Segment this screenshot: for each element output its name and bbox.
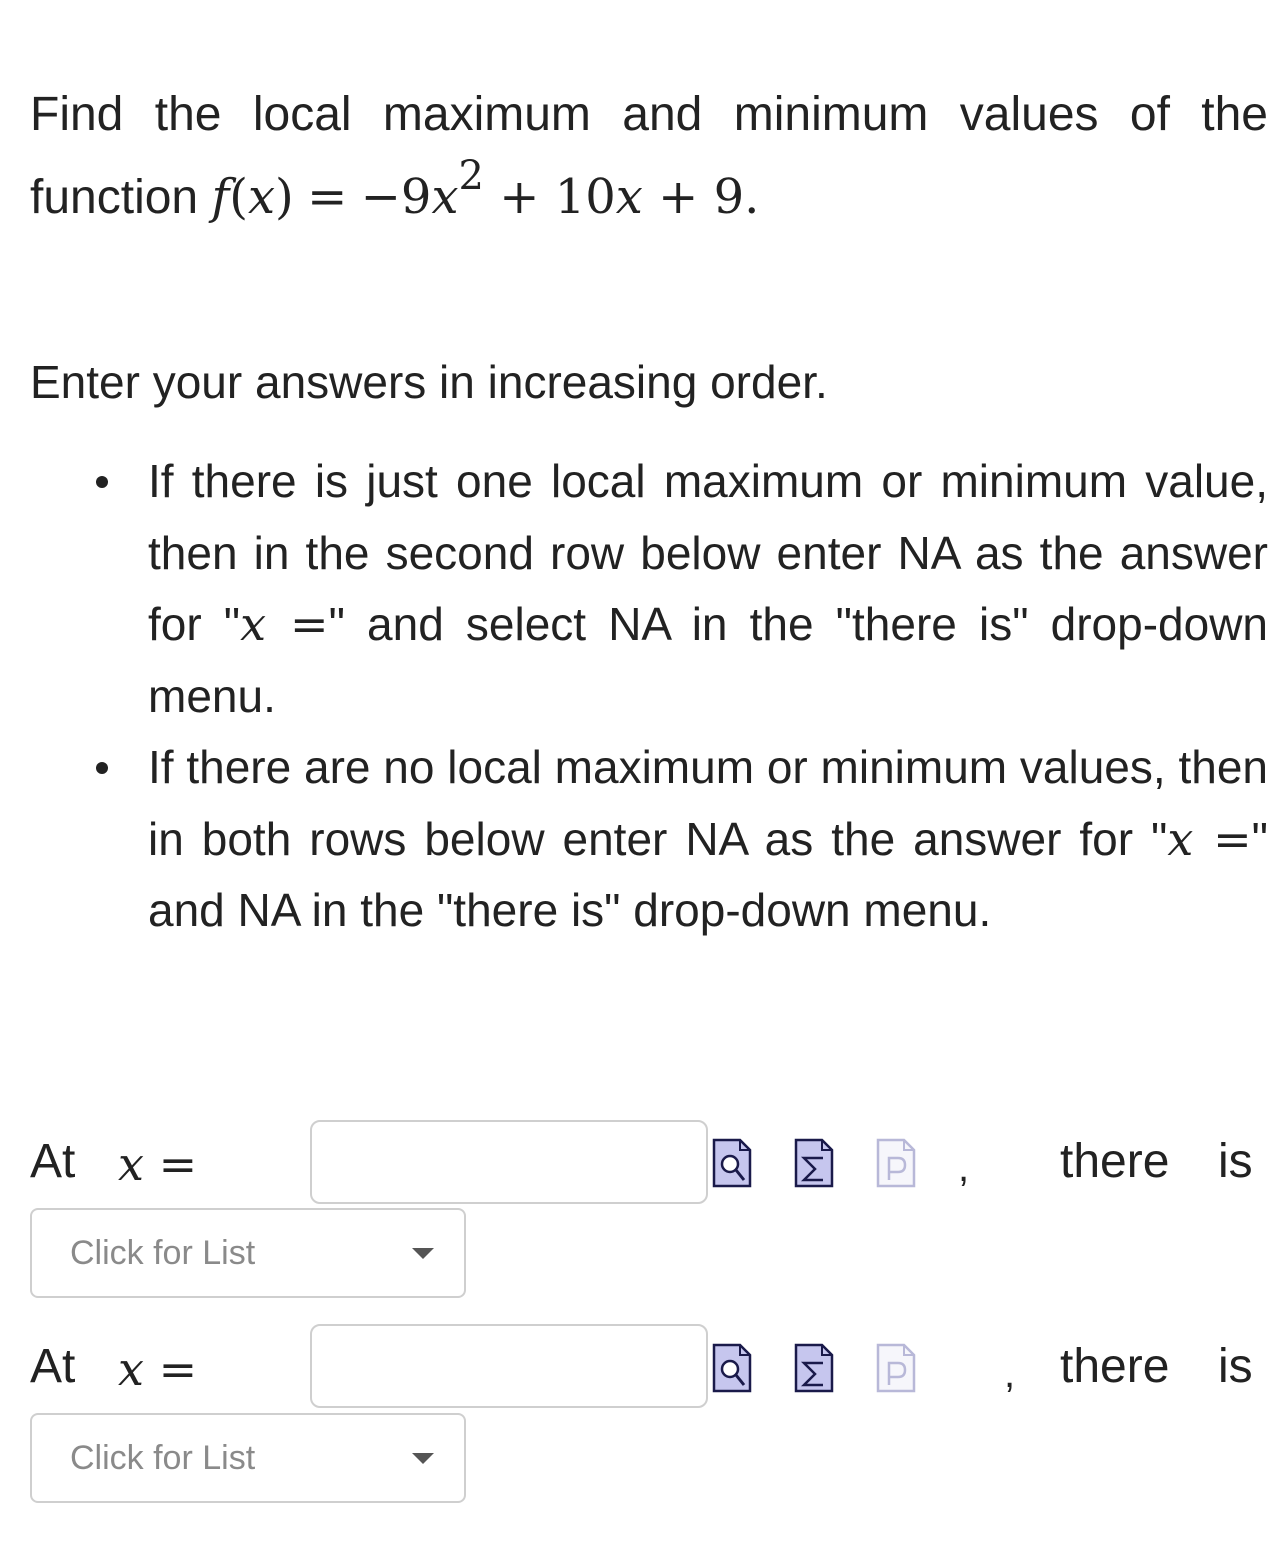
row1-equals: = — [158, 1137, 198, 1191]
expr-coefficient: −9 — [360, 169, 432, 225]
preview-icon[interactable] — [712, 1343, 752, 1393]
instructions-text: Enter your answers in increasing order. — [30, 356, 828, 408]
bullet-two-math-var: x — [1167, 811, 1194, 866]
problem-statement — [30, 74, 1268, 241]
bullet-one-math-eq: = — [266, 597, 329, 651]
row2-is: is — [1218, 1340, 1253, 1393]
preview-icon[interactable] — [712, 1138, 752, 1188]
function-variable: x — [247, 169, 276, 225]
row1-dropdown-label: Click for List — [70, 1234, 256, 1272]
instruction-bullet-one — [148, 446, 1268, 732]
bullet-one-math-var: x — [240, 597, 267, 651]
row2-there-is-dropdown[interactable] — [30, 1413, 466, 1503]
row2-var: x — [118, 1342, 144, 1396]
instruction-list — [148, 446, 1268, 947]
instruction-bullet-two — [148, 732, 1268, 947]
row1-answer-input[interactable] — [310, 1120, 708, 1204]
expr-plus-ten: + 10 — [483, 169, 616, 225]
equation-editor-icon[interactable] — [794, 1138, 834, 1188]
expr-plus-nine: + 9. — [642, 169, 760, 225]
row1-there-is-dropdown[interactable] — [30, 1208, 466, 1298]
bullet-one-text-end: " and select NA in the "there is" drop-down menu. — [148, 598, 1269, 722]
row1-x-equals — [118, 1137, 197, 1191]
bullet-two-text-end: " and NA in the "there is" drop-down menu. — [148, 812, 1268, 936]
row1-var: x — [118, 1137, 144, 1191]
open-paren: ( — [229, 169, 248, 225]
bullet-two-math-eq: = — [1193, 811, 1252, 866]
row1-at-label: At — [30, 1135, 76, 1188]
row2-x-equals — [118, 1342, 197, 1396]
row2-equals: = — [158, 1342, 198, 1396]
close-paren: ) — [275, 169, 294, 225]
chevron-down-icon — [412, 1248, 434, 1259]
palette-icon[interactable] — [876, 1138, 916, 1188]
row2-comma: , — [1004, 1352, 1016, 1396]
row1-there: there — [1060, 1135, 1170, 1188]
expr-x-linear: x — [615, 169, 643, 225]
bullet-one-text-start: If there is just one local maximum or minimum value, then in the second row below enter NA as the answer for " — [148, 455, 1268, 650]
expr-exponent: 2 — [458, 153, 484, 199]
row2-there: there — [1060, 1340, 1170, 1393]
expr-x: x — [431, 169, 459, 225]
row2-at-label: At — [30, 1340, 76, 1393]
row1-comma: , — [958, 1146, 970, 1190]
row2-answer-input[interactable] — [310, 1324, 708, 1408]
bullet-two-text-start: If there are no local maximum or minimum values, then in both rows below enter NA as the answer for " — [148, 741, 1268, 865]
row2-dropdown-label: Click for List — [70, 1439, 256, 1477]
equation-editor-icon[interactable] — [794, 1343, 834, 1393]
problem-intro: Find the local maximum and minimum values of the function — [30, 88, 1268, 224]
palette-icon[interactable] — [876, 1343, 916, 1393]
row1-is: is — [1218, 1135, 1253, 1188]
chevron-down-icon — [412, 1453, 434, 1464]
function-name: f — [211, 169, 230, 225]
equals-sign: = — [307, 169, 348, 225]
